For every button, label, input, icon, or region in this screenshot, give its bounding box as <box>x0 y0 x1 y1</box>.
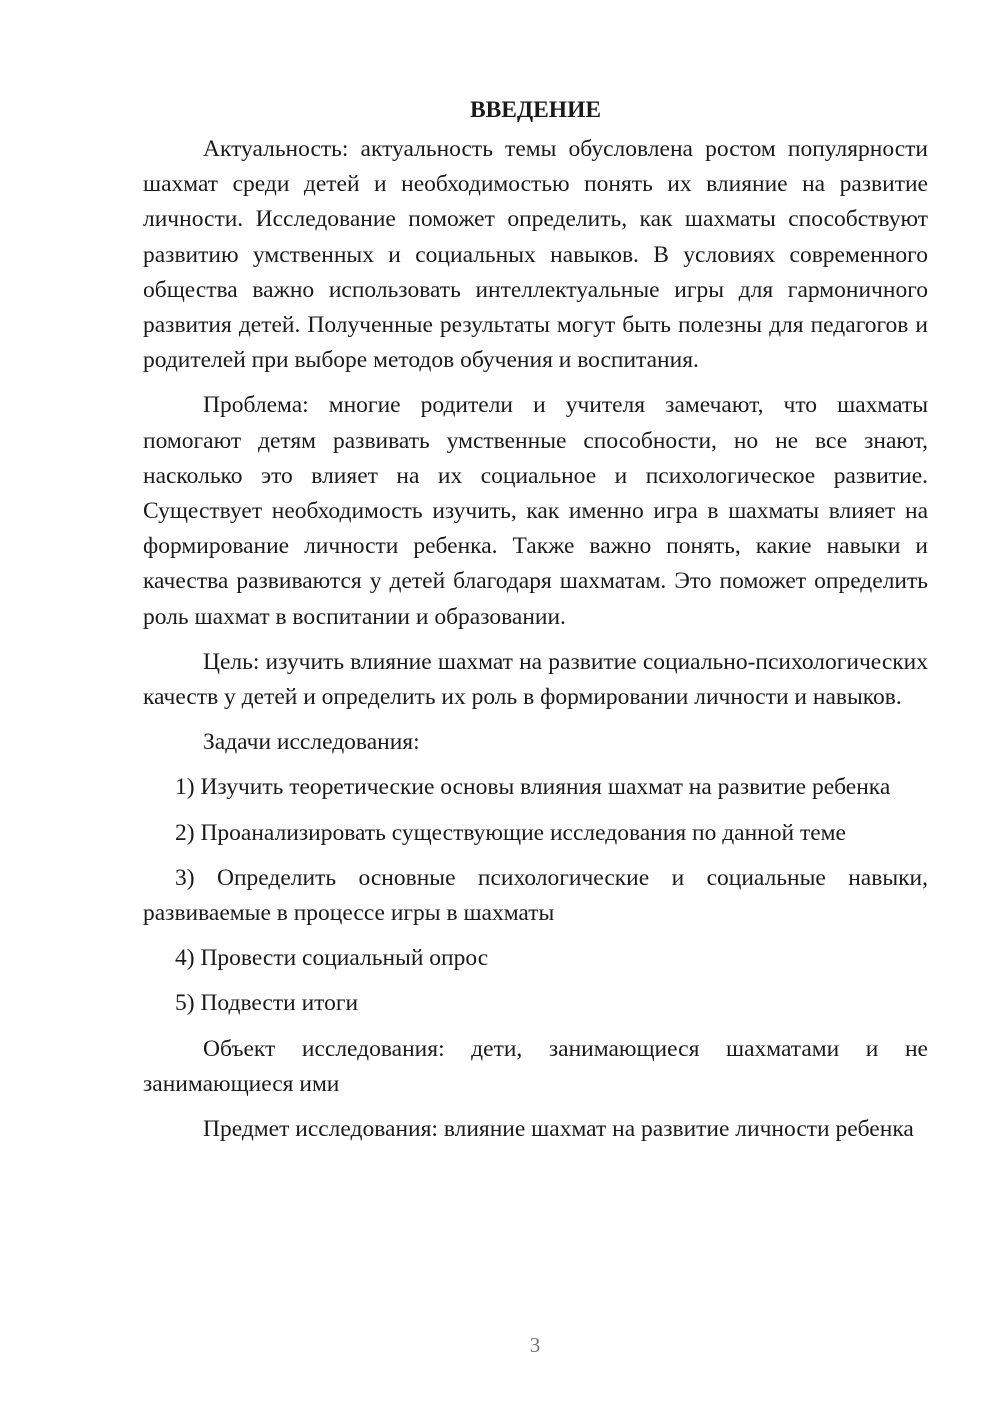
section-title: ВВЕДЕНИЕ <box>469 97 602 123</box>
task-item-1: 1) Изучить теоретические основы влияния шахмат на развитие ребенка <box>175 774 891 801</box>
subject-paragraph: Предмет исследования: влияние шахмат на развитие личности ребенка <box>203 1116 914 1143</box>
object-paragraph: Объект исследования: дети, занимающиеся шахматами и не занимающиеся ими <box>143 1035 928 1097</box>
task-item-4: 4) Провести социальный опрос <box>175 945 489 972</box>
task-item-5: 5) Подвести итоги <box>175 990 359 1017</box>
goal-paragraph: Цель: изучить влияние шахмат на развитие социально-психологических качеств у детей и определить их роль в формировании личности и навыков. <box>143 648 928 711</box>
page-number: 3 <box>529 1333 541 1357</box>
task-item-2: 2) Проанализировать существующие исследования по данной теме <box>175 819 846 846</box>
tasks-list <box>143 770 928 1021</box>
task-item-3: 3) Определить основные психологические и социальные навыки, развиваемые в процессе игры в шахматы <box>143 864 928 927</box>
tasks-heading: Задачи исследования: <box>203 729 420 756</box>
relevance-paragraph: Актуальность: актуальность темы обусловлена ростом популярности шахмат среди детей и необходимостью понять их влияние на развитие личности. Исследование поможет определить, как шахматы способствуют развитию умственных и социальных навыков. В условиях современного общества важно использовать интеллектуальные игры для гармоничного развития детей. Полученные результаты могут быть полезны для педагогов и родителей при выборе методов обучения и воспитания. <box>143 136 928 374</box>
page-content <box>143 93 928 1157</box>
problem-paragraph: Проблема: многие родители и учителя замечают, что шахматы помогают детям развивать умственные способности, но не все знают, насколько это влияет на их социальное и психологическое развитие. Существует необходимость изучить, как именно игра в шахматы влияет на формирование личности ребенка. Также важно понять, какие навыки и качества развиваются у детей благодаря шахматам. Это поможет определить роль шахмат в воспитании и образовании. <box>143 392 928 630</box>
